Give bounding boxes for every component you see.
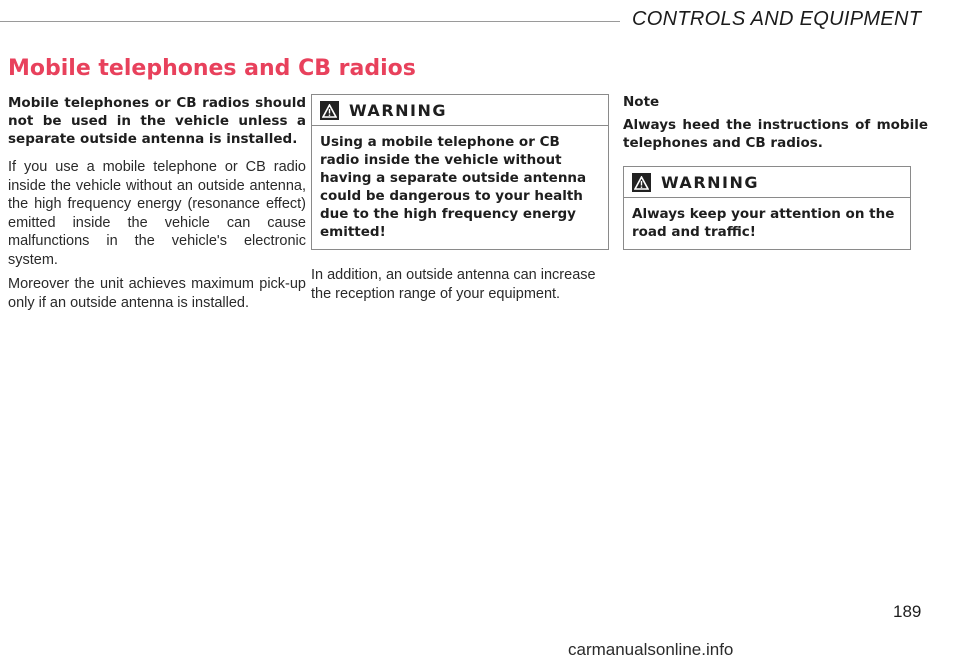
watermark: carmanualsonline.info (568, 640, 734, 659)
warning-box-health (311, 94, 609, 250)
section-header: CONTROLS AND EQUIPMENT (632, 8, 922, 30)
warning-label: WARNING (661, 173, 759, 192)
note-heading: Note (623, 94, 660, 110)
paragraph-pickup: Moreover the unit achieves maximum pick-up only if an outside antenna is installed. (8, 276, 306, 311)
column-middle (311, 94, 609, 309)
warning-triangle-icon (320, 101, 339, 120)
note-text: Always heed the instructions of mobile telephones and CB radios. (623, 117, 928, 151)
page-title: Mobile telephones and CB radios (8, 56, 416, 81)
warning-text: Always keep your attention on the road and traffic! (632, 206, 895, 240)
column-left (8, 94, 306, 318)
column-right (623, 94, 928, 250)
header-rule (0, 21, 620, 22)
paragraph-reception: In addition, an outside antenna can increase the reception range of your equipment. (311, 267, 596, 302)
paragraph-resonance: If you use a mobile telephone or CB radio inside the vehicle without an outside antenna, the high frequency energy (resonance effect) emitted inside the vehicle can cause malfunctions in the vehicle's electronic system. (8, 159, 306, 268)
lead-statement: Mobile telephones or CB radios should not be used in the vehicle unless a separate outside antenna is installed. (8, 95, 306, 147)
warning-header (312, 95, 608, 126)
page-number: 189 (893, 602, 922, 621)
warning-header (624, 167, 910, 198)
warning-box-attention (623, 166, 911, 250)
warning-label: WARNING (349, 101, 447, 120)
warning-text: Using a mobile telephone or CB radio inside the vehicle without having a separate outside antenna could be dangerous to your health due to the high frequency energy emitted! (320, 134, 587, 240)
warning-triangle-icon (632, 173, 651, 192)
